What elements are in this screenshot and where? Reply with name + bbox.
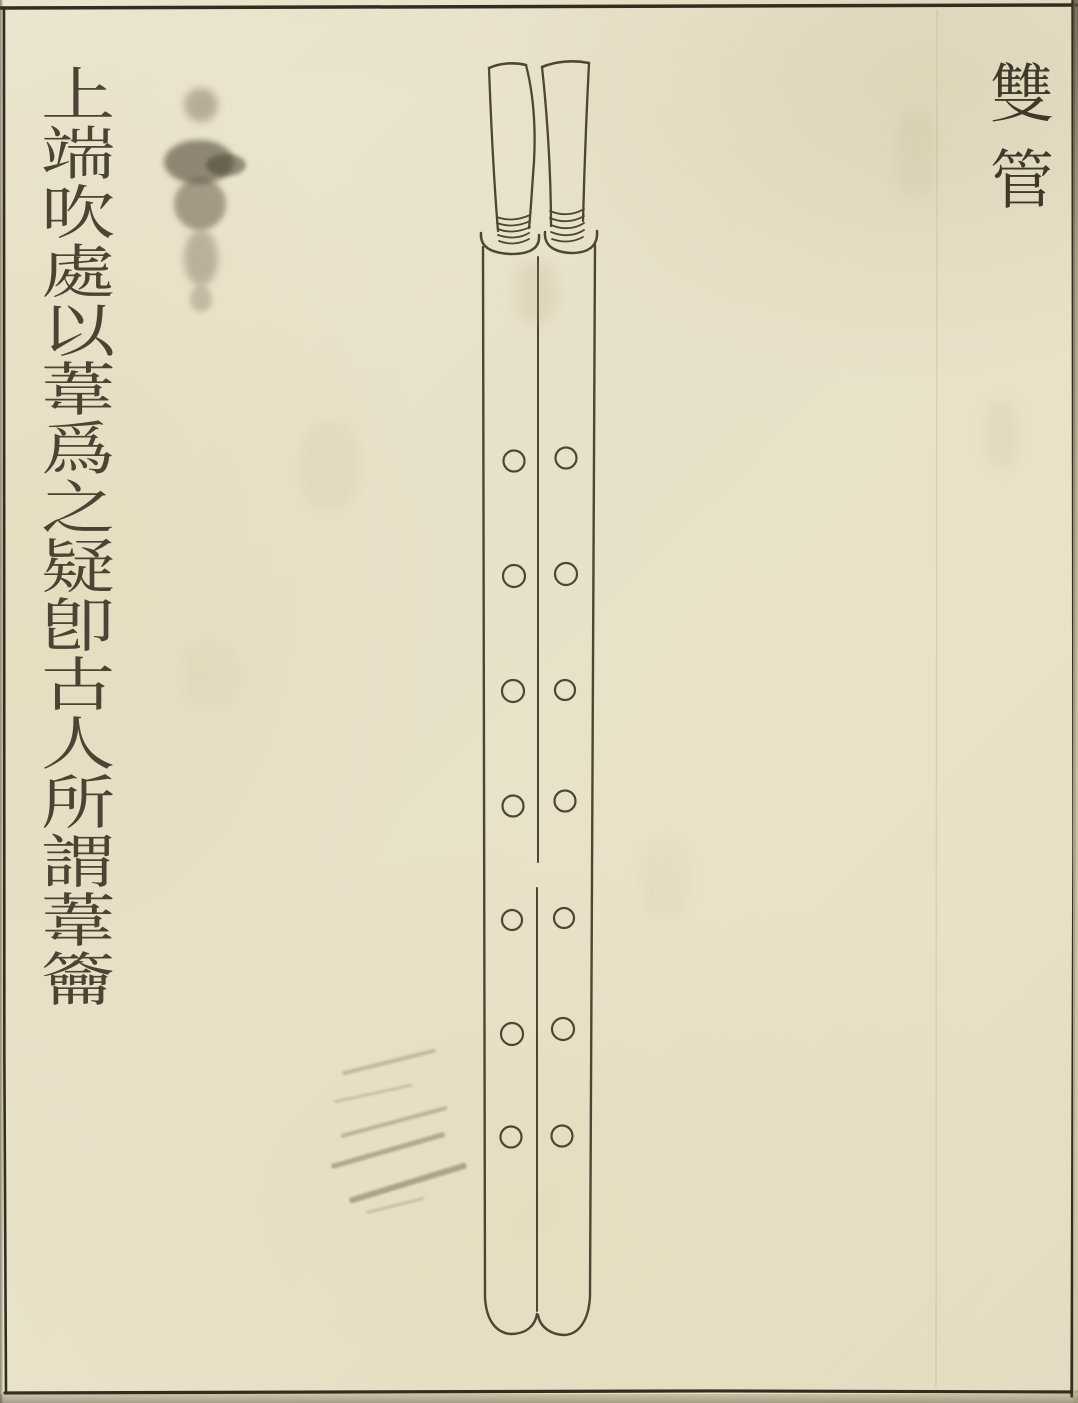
show-through-mark <box>640 840 690 920</box>
ink-stain-blob <box>184 230 218 286</box>
left-reed-mouthpiece <box>489 63 535 243</box>
double-pipe-illustration <box>481 61 597 1335</box>
left-pipe-finger-holes <box>501 451 526 1148</box>
show-through-mark <box>180 640 240 710</box>
left-reed-binding <box>497 215 530 243</box>
scan-edge-bottom <box>0 1394 1078 1403</box>
right-pipe-finger-holes <box>552 448 578 1147</box>
pencil-stroke <box>349 1162 467 1203</box>
annotation-text: 上端吹處以葦爲之疑卽古人所謂葦籥 <box>28 64 116 1008</box>
pencil-stroke <box>342 1048 436 1075</box>
show-through-mark <box>985 400 1019 470</box>
pencil-stroke <box>340 1106 447 1138</box>
show-through-mark <box>895 110 937 200</box>
pencil-smudge <box>305 1048 465 1218</box>
ink-stain-blob <box>190 286 212 312</box>
right-reed-mouthpiece <box>542 61 589 241</box>
scan-edge-left <box>0 0 3 1403</box>
pencil-stroke <box>331 1132 446 1169</box>
show-through-mark <box>515 262 557 324</box>
show-through-mark <box>300 420 360 510</box>
ink-stain <box>150 82 260 317</box>
pipe-bodies <box>483 245 595 1335</box>
column-rule <box>936 10 937 1388</box>
pencil-stroke <box>334 1084 413 1104</box>
right-reed-binding <box>550 209 584 241</box>
scan-edge-right <box>1073 0 1078 1403</box>
ink-stain-blob <box>174 178 226 230</box>
ink-stain-blob <box>184 88 218 122</box>
page-title: 雙管 <box>979 60 1053 232</box>
ink-stain-blob <box>206 154 246 176</box>
pencil-stroke <box>366 1197 425 1214</box>
